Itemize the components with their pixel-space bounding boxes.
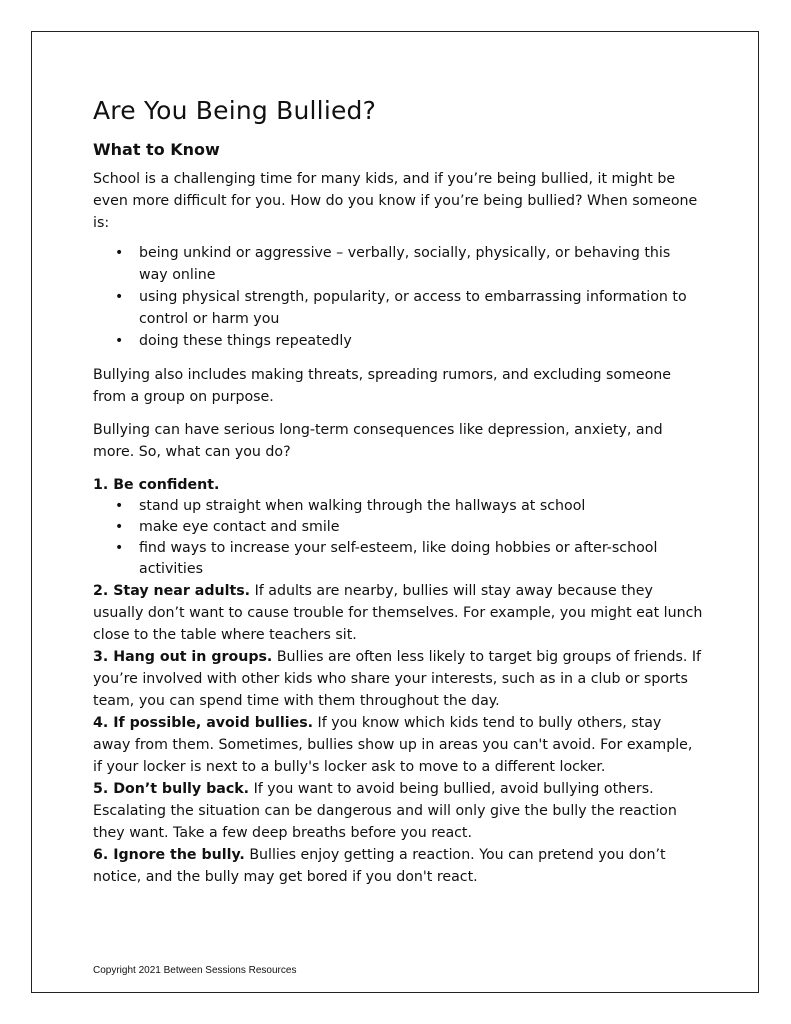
- step-item: [93, 580, 703, 646]
- bullet-icon: •: [115, 497, 124, 514]
- step-text: If you know which kids tend to bully others, stay away from them. Sometimes, bullies show up in areas you can't avoid. For example, if your locker is next to a bully's locker ask to move to a different locker.: [93, 714, 693, 775]
- bullet-icon: •: [115, 518, 124, 535]
- step-text: Bullies enjoy getting a reaction. You can pretend you don’t notice, and the bully may get bored if you don't react.: [93, 846, 666, 885]
- step-title: 3. Hang out in groups.: [93, 648, 273, 665]
- step-item: [93, 474, 703, 580]
- page-title: Are You Being Bullied?: [93, 96, 377, 125]
- bullet-icon: •: [115, 288, 124, 305]
- steps-list: [93, 474, 703, 888]
- paragraph-three: Bullying can have serious long-term consequences like depression, anxiety, and more. So, what can you do?: [93, 421, 663, 460]
- step-title: 1. Be confident.: [93, 476, 220, 493]
- list-item: • stand up straight when walking through the hallways at school: [93, 496, 703, 517]
- step-title: 2. Stay near adults.: [93, 582, 251, 599]
- step-title: 4. If possible, avoid bullies.: [93, 714, 314, 731]
- bullet-icon: •: [115, 539, 124, 556]
- step-title: 6. Ignore the bully.: [93, 846, 245, 863]
- bullet-icon: •: [115, 332, 124, 349]
- step-item: [93, 844, 703, 888]
- copyright-footer: Copyright 2021 Between Sessions Resources: [93, 965, 297, 976]
- signs-list: [93, 242, 703, 352]
- step-text: If adults are nearby, bullies will stay away because they usually don’t want to cause trouble for themselves. For example, you might eat lunch close to the table where teachers sit.: [93, 582, 703, 643]
- document-body: [93, 96, 703, 888]
- list-item: • find ways to increase your self-esteem, like doing hobbies or after-school activities: [115, 539, 658, 577]
- step-item: [93, 646, 703, 712]
- step-text: If you want to avoid being bullied, avoid bullying others. Escalating the situation can be dangerous and will only give the bully the reaction they want. Take a few deep breaths before you react.: [93, 780, 677, 841]
- list-item: • using physical strength, popularity, or access to embarrassing information to control or harm you: [93, 286, 703, 330]
- list-item: • make eye contact and smile: [93, 517, 703, 538]
- intro-paragraph: School is a challenging time for many kids, and if you’re being bullied, it might be even more difficult for you. How do you know if you’re being bullied? When someone is:: [93, 170, 698, 231]
- step-subitems: [93, 496, 703, 580]
- step-item: [93, 712, 703, 778]
- list-item: • doing these things repeatedly: [93, 330, 703, 352]
- step-title: 5. Don’t bully back.: [93, 780, 250, 797]
- bullet-icon: •: [115, 244, 124, 261]
- paragraph-two: Bullying also includes making threats, spreading rumors, and excluding someone from a group on purpose.: [93, 366, 672, 405]
- section-heading: What to Know: [93, 140, 220, 159]
- list-item: • being unkind or aggressive – verbally, socially, physically, or behaving this way online: [93, 242, 703, 286]
- step-text: Bullies are often less likely to target big groups of friends. If you’re involved with other kids who share your interests, such as in a club or sports team, you can spend time with them throughout the day.: [93, 648, 702, 709]
- step-item: [93, 778, 703, 844]
